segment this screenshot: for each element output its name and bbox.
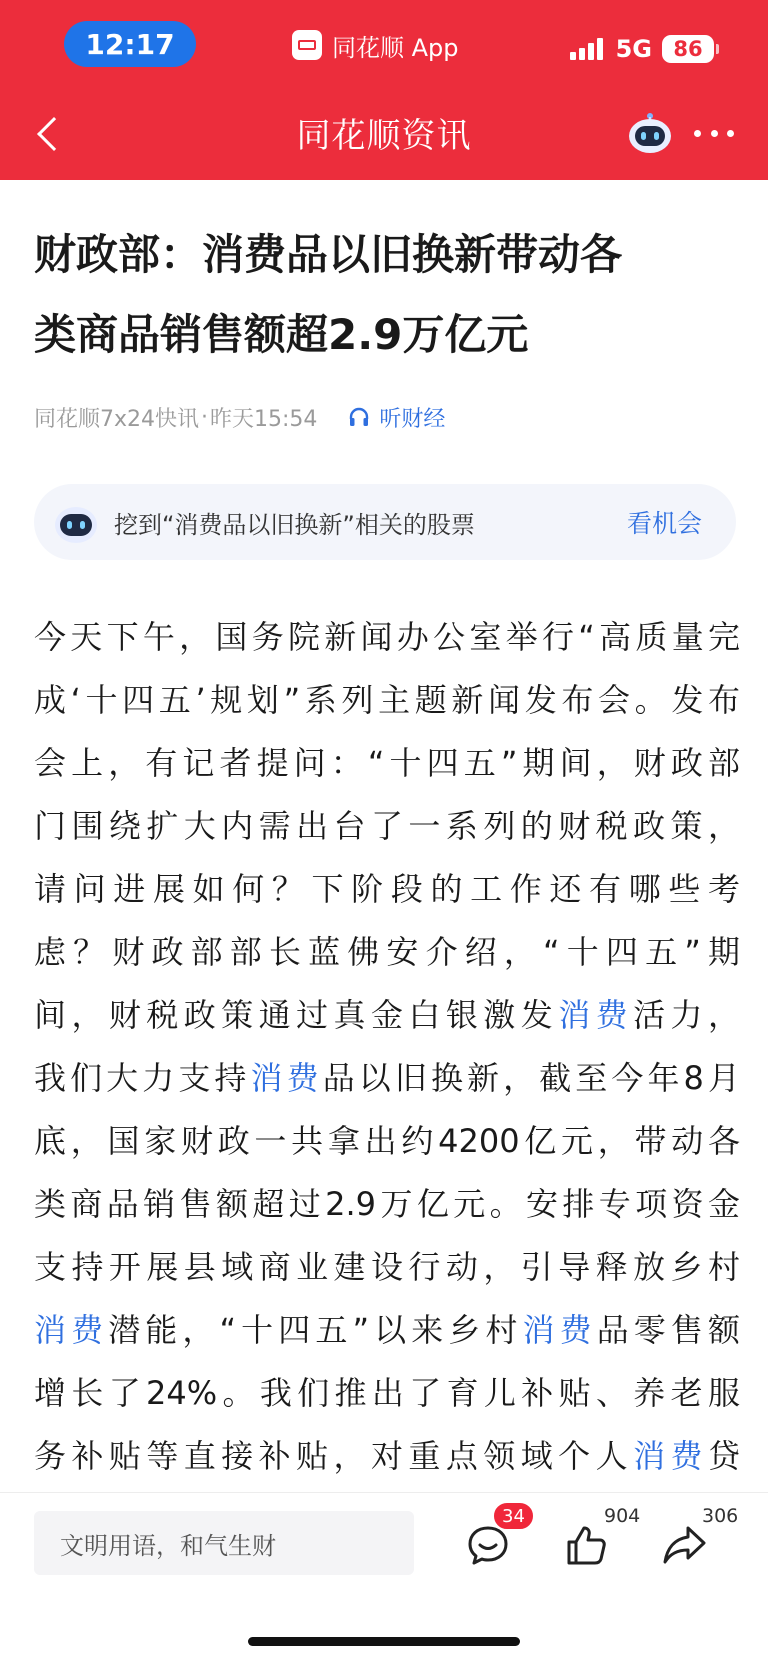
share-count: 306 [702, 1505, 739, 1527]
body-text: 今天下午，国务院新闻办公室举行“高质量完 [34, 618, 740, 656]
article-time: 昨天15:54 [210, 406, 318, 432]
network-label: 5G [615, 35, 652, 63]
article-meta [34, 400, 445, 434]
like-button[interactable] [564, 1523, 608, 1573]
related-stocks-banner[interactable] [34, 484, 736, 560]
body-text: 类商品销售额超过2.9万亿元。安排专项资金 [34, 1185, 740, 1223]
body-line [34, 984, 740, 1047]
headphones-icon [347, 405, 371, 429]
assistant-robot-button[interactable] [626, 108, 674, 156]
body-text: 底，国家财政一共拿出约4200亿元，带动各 [34, 1122, 740, 1160]
body-text: 品以旧换新，截至今年8月 [322, 1059, 740, 1097]
body-text: 请问进展如何？下阶段的工作还有哪些考 [34, 870, 740, 908]
body-line [34, 1425, 740, 1488]
headline-line: 类商品销售额超2.9万亿元 [34, 310, 529, 359]
keyword-link[interactable]: 消费 [558, 996, 634, 1034]
page-title: 同花顺资讯 [296, 116, 472, 156]
body-text: 增长了24%。我们推出了育儿补贴、养老服 [34, 1374, 740, 1412]
body-line [34, 1236, 740, 1299]
robot-icon [52, 498, 100, 546]
body-line [34, 858, 740, 921]
body-line [34, 1110, 740, 1173]
more-options-button[interactable] [694, 118, 734, 148]
body-line [34, 1299, 740, 1362]
keyword-link[interactable]: 消费 [522, 1311, 597, 1349]
status-app-name: 同花顺 App [332, 33, 459, 62]
body-text: 门围绕扩大内需出台了一系列的财税政策， [34, 807, 740, 845]
body-line [34, 1047, 740, 1110]
meta-separator: · [201, 404, 209, 430]
article-source: 同花顺7x24快讯 [34, 406, 200, 432]
thumbs-up-icon [564, 1523, 608, 1567]
body-line [34, 1362, 740, 1425]
headline-line: 财政部：消费品以旧换新带动各 [34, 230, 623, 279]
bottom-action-bar [0, 1492, 768, 1663]
status-app-indicator [292, 28, 459, 62]
battery-icon [662, 35, 714, 63]
more-dots-icon [694, 130, 701, 137]
body-text: 务补贴等直接补贴，对重点领域个人 [34, 1437, 634, 1475]
status-indicators [570, 32, 714, 66]
body-line [34, 1173, 740, 1236]
body-line [34, 669, 740, 732]
body-text: 会上，有记者提问：“十四五”期间，财政部 [34, 744, 740, 782]
app-header [0, 0, 768, 180]
body-line [34, 732, 740, 795]
body-text: 活力， [633, 996, 740, 1034]
banner-text: 挖到“消费品以旧换新”相关的股票 [114, 510, 475, 539]
body-line [34, 795, 740, 858]
article-body [34, 606, 740, 1491]
body-text: 虑？财政部部长蓝佛安介绍，“十四五”期 [34, 933, 740, 971]
like-count: 904 [604, 1505, 641, 1527]
keyword-link[interactable]: 消费 [633, 1437, 708, 1475]
comment-count-badge: 34 [492, 1501, 535, 1531]
article-headline [34, 215, 740, 375]
keyword-link[interactable]: 消费 [34, 1311, 109, 1349]
battery-level: 86 [673, 37, 703, 61]
body-line [34, 606, 740, 669]
status-time: 12:17 [64, 21, 196, 67]
body-text: 成‘十四五’规划”系列主题新闻发布会。发布 [34, 681, 740, 719]
body-text: 支持开展县域商业建设行动，引导释放乡村 [34, 1248, 740, 1286]
app-logo-icon [292, 30, 322, 60]
share-button[interactable] [662, 1523, 708, 1573]
body-text: 品零售额 [596, 1311, 740, 1349]
share-icon [662, 1523, 708, 1567]
keyword-link[interactable]: 消费 [250, 1059, 323, 1097]
body-text: 间，财税政策通过真金白银激发 [34, 996, 559, 1034]
body-text: 贷 [707, 1437, 740, 1475]
view-opportunity-link[interactable]: 看机会 [626, 509, 702, 538]
body-line [34, 921, 740, 984]
comment-input[interactable]: 文明用语，和气生财 [34, 1511, 414, 1575]
listen-button[interactable] [347, 402, 445, 433]
signal-icon [570, 38, 606, 60]
body-text: 我们大力支持 [34, 1059, 251, 1097]
home-indicator [248, 1637, 520, 1646]
robot-icon [626, 108, 674, 156]
body-text: 潜能，“十四五”以来乡村 [108, 1311, 523, 1349]
listen-label: 听财经 [379, 406, 446, 432]
